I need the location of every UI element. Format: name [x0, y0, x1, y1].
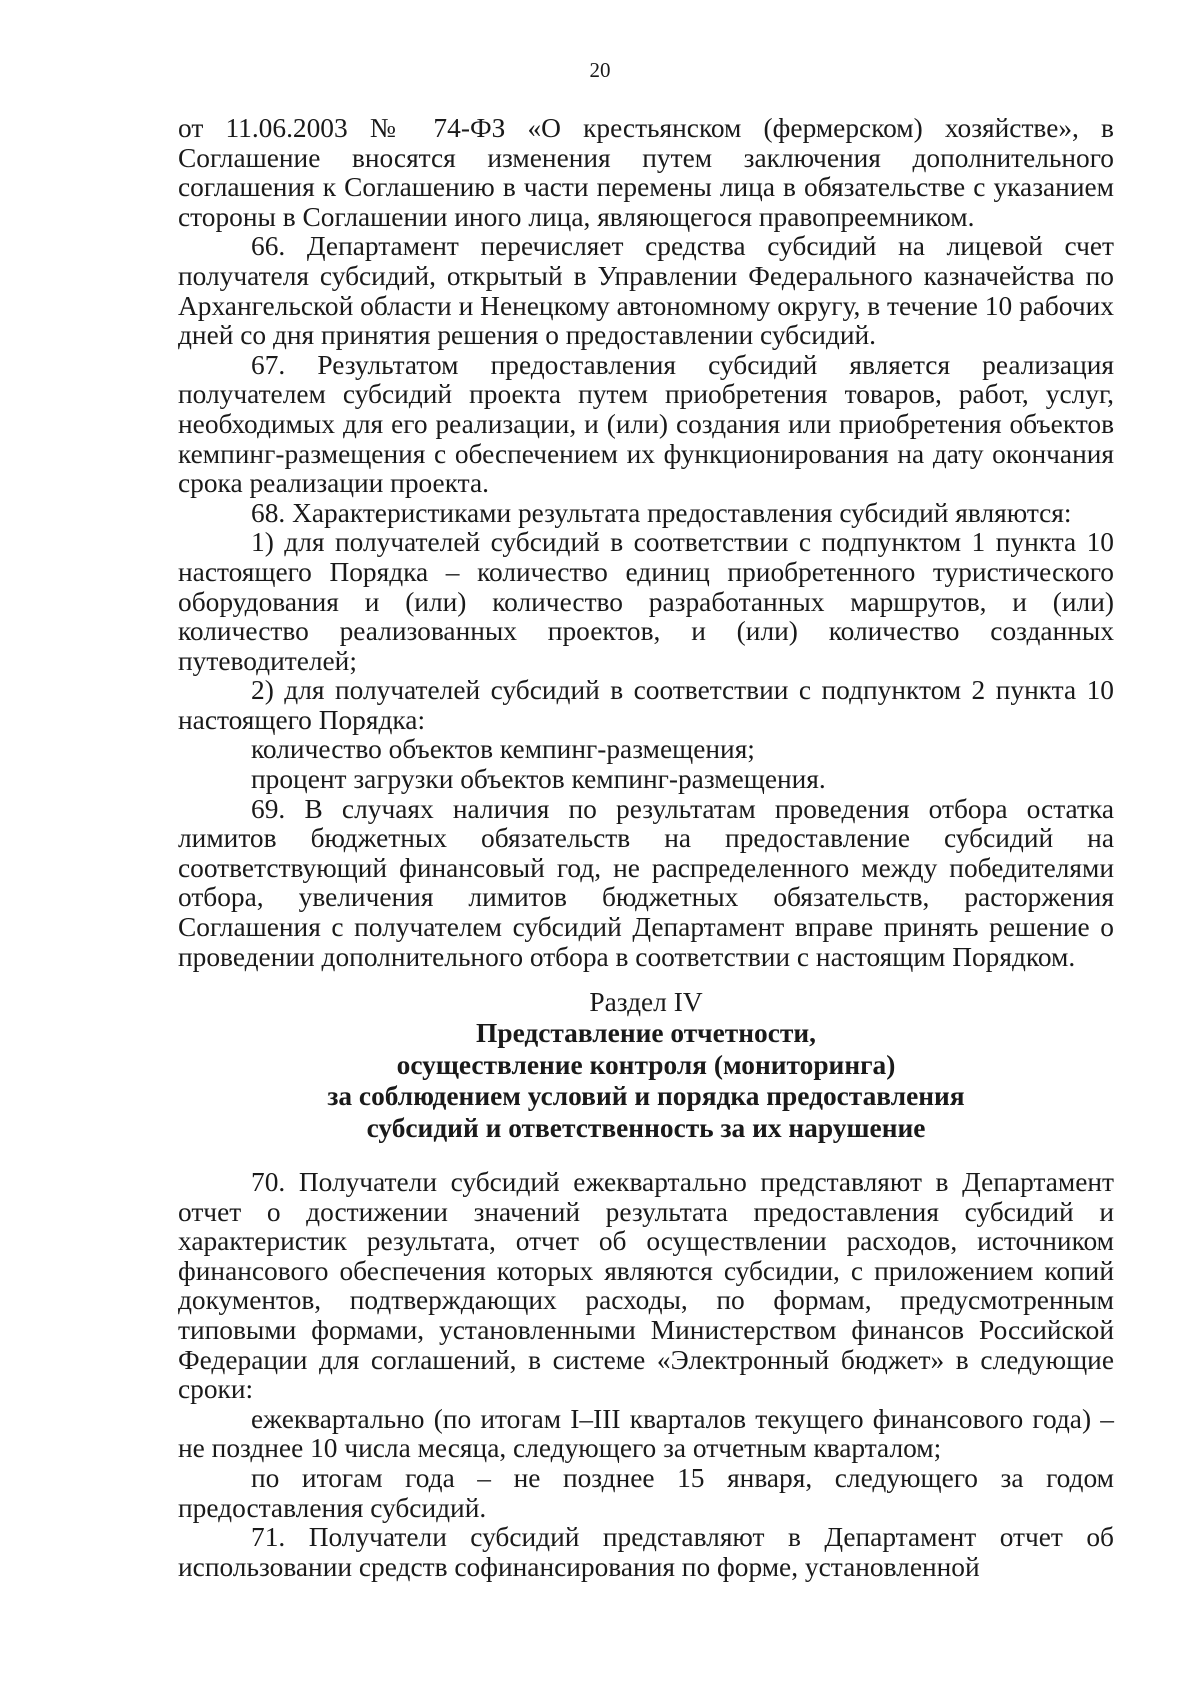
paragraph-68-item-2a: количество объектов кемпинг-размещения; — [251, 734, 755, 765]
paragraph-68-item-2b: процент загрузки объектов кемпинг-размещения. — [251, 764, 826, 795]
section-heading — [178, 987, 1114, 1144]
paragraph-67: 67. Результатом предоставления субсидий является реализация получателем субсидий проекта путем приобретения товаров, работ, услуг, необходимых для его реализации, и (или) создания или приобретения объектов кемпинг-размещения с обеспечением их функционирования на дату окончания срока реализации проекта. — [178, 349, 1114, 499]
paragraph-68-item-2: 2) для получателей субсидий в соответствии с подпунктом 2 пункта 10 настоящего Порядка: — [178, 675, 1114, 735]
paragraph-68-item-1: 1) для получателей субсидий в соответствии с подпунктом 1 пункта 10 настоящего Порядка – количество единиц приобретенного туристического оборудования и (или) количество разработанных маршрутов, и (или) количество реализованных проектов, и (или) количество созданных путеводителей; — [178, 527, 1114, 676]
section-number: Раздел IV — [589, 987, 703, 1017]
paragraph-70-annual: по итогам года – не позднее 15 января, следующего за годом предоставления субсидий. — [178, 1462, 1114, 1523]
paragraph-70: 70. Получатели субсидий ежеквартально представляют в Департамент отчет о достижении значений результата предоставления субсидий и характеристик результата, отчет об осуществлении расходов, источником финансового обеспечения которых являются субсидии, с приложением копий документов, подтверждающих расходы, по формам, предусмотренным типовыми формами, установленными Министерством финансов Российской Федерации для соглашений, в системе «Электронный бюджет» в следующие сроки: — [178, 1167, 1114, 1405]
paragraph-continued: от 11.06.2003 № 74-ФЗ «О крестьянском (фермерском) хозяйстве», в Соглашение вносятся изменения путем заключения дополнительного соглашения к Соглашению в части перемены лица в обязательстве с указанием стороны в Соглашении иного лица, являющегося правопреемником. — [178, 113, 1114, 232]
paragraph-66: 66. Департамент перечисляет средства субсидий на лицевой счет получателя субсидий, открытый в Управлении Федерального казначейства по Архангельской области и Ненецкому автономному округу, в течение 10 рабочих дней со дня принятия решения о предоставлении субсидий. — [178, 231, 1114, 351]
paragraph-68: 68. Характеристиками результата предоставления субсидий являются: — [251, 497, 1072, 528]
paragraph-69: 69. В случаях наличия по результатам проведения отбора остатка лимитов бюджетных обязательств на предоставление субсидий на соответствующий финансовый год, не распределенного между победителями отбора, увеличения лимитов бюджетных обязательств, расторжения Соглашения с получателем субсидий Департамент вправе принять решение о проведении дополнительного отбора в соответствии с настоящим Порядком. — [178, 793, 1114, 972]
section-title-line: за соблюдением условий и порядка предоставления — [327, 1081, 965, 1111]
section-title-line: Представление отчетности, — [476, 1018, 816, 1048]
paragraph-70-quarterly: ежеквартально (по итогам I–III кварталов текущего финансового года) – не позднее 10 числа месяца, следующего за отчетным кварталом; — [178, 1403, 1114, 1464]
paragraph-71: 71. Получатели субсидий представляют в Департамент отчет об использовании средств софинансирования по форме, установленной — [178, 1522, 1114, 1582]
body-text-bottom — [178, 1168, 1114, 1582]
section-title-line: субсидий и ответственность за их нарушение — [366, 1112, 926, 1143]
page-number: 20 — [589, 58, 611, 82]
section-title-line: осуществление контроля (мониторинга) — [396, 1049, 896, 1080]
body-text-top — [178, 114, 1114, 972]
